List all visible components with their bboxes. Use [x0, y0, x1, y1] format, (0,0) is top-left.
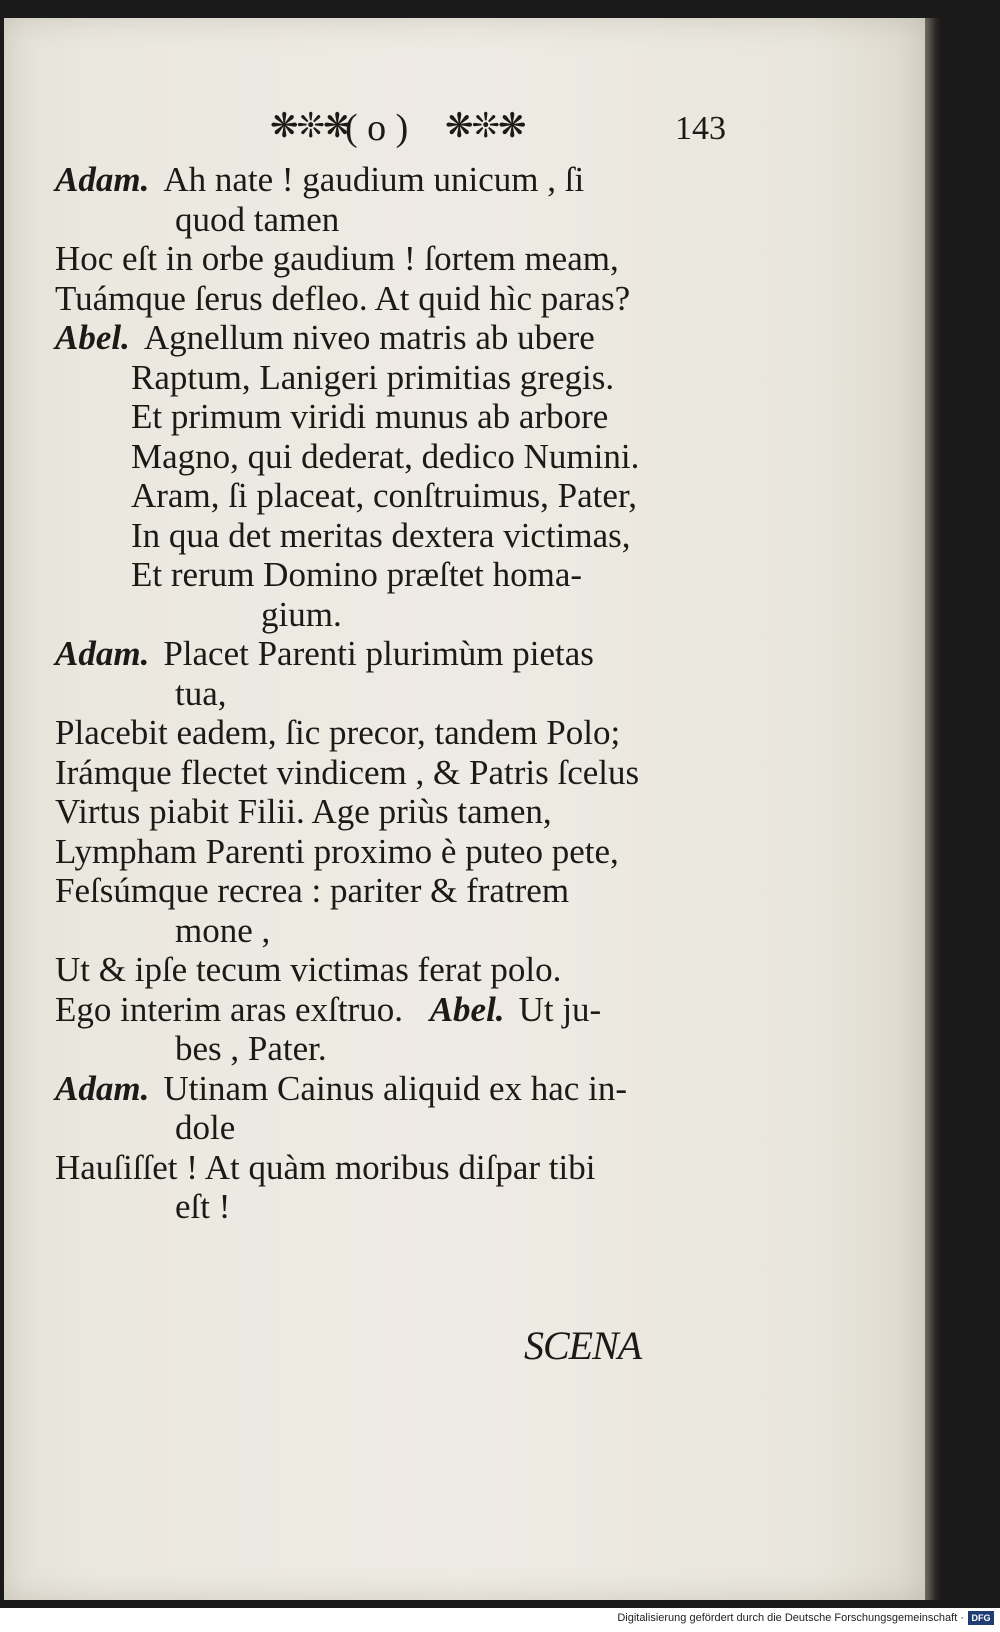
text-line-27: [55, 1187, 745, 1227]
text-line-18: [55, 832, 745, 872]
line-text: dole: [175, 1108, 236, 1147]
text-line-17: [55, 792, 745, 832]
line-text: Lympham Parenti proximo è puteo pete,: [55, 831, 619, 871]
line-text: bes , Pater.: [175, 1029, 327, 1068]
text-line-21: [55, 950, 745, 990]
text-line-15: [55, 713, 745, 753]
line-text: Magno, qui dederat, dedico Numini.: [131, 436, 640, 476]
line-text: Feſsúmque recrea : pariter & fratrem: [55, 871, 570, 910]
text-line-25: [55, 1108, 745, 1148]
text-line-16: [55, 753, 745, 793]
signature-mark: ( o ): [345, 107, 409, 149]
dfg-logo-icon: DFG: [968, 1611, 994, 1625]
line-text: eſt !: [175, 1187, 231, 1226]
line-text: tua,: [175, 673, 227, 713]
line-text: Ego interim aras exſtruo.: [55, 989, 403, 1029]
text-line-8: [55, 437, 745, 477]
text-line-13: [55, 634, 745, 674]
text-line-20: [55, 911, 745, 951]
text-line-2: [55, 200, 745, 240]
line-text: quod tamen: [175, 199, 340, 239]
line-text: Raptum, Lanigeri primitias gregis.: [131, 357, 615, 397]
text-line-7: [55, 397, 745, 437]
speaker-label: Adam.: [55, 1068, 150, 1108]
text-line-1: [55, 160, 745, 200]
digitization-credit: Digitalisierung gefördert durch die Deutsche Forschungsgemeinschaft ·: [617, 1612, 964, 1624]
line-text: Tuámque ſerus defleo. At quid hìc paras?: [55, 278, 631, 318]
line-text: Aram, ſi placeat, conſtruimus, Pater,: [131, 476, 637, 515]
text-line-10: [55, 516, 745, 556]
line-text: Et primum viridi munus ab arbore: [131, 397, 609, 436]
text-line-4: [55, 279, 745, 319]
line-text: Agnellum niveo matris ab ubere: [143, 318, 595, 357]
line-text: Et rerum Domino præſtet homa-: [131, 555, 583, 594]
speaker-label: Adam.: [55, 634, 150, 673]
text-line-24: [55, 1069, 745, 1109]
line-text: Virtus piabit Filii. Age priùs tamen,: [55, 792, 552, 831]
ornament-left-icon: ❋❊❋: [270, 108, 350, 145]
text-line-5: [55, 318, 745, 358]
dialogue-text: [55, 160, 745, 1227]
text-line-11: [55, 555, 745, 595]
line-text: Hauſiſſet ! At quàm moribus diſpar tibi: [55, 1147, 596, 1187]
ornament-right-icon: ❋❊❋: [445, 108, 525, 145]
text-line-26: [55, 1148, 745, 1188]
text-line-12: [55, 595, 745, 635]
line-text: In qua det meritas dextera victimas,: [131, 515, 631, 555]
line-text: Placet Parenti plurimùm pietas: [163, 634, 594, 673]
line-text: Hoc eſt in orbe gaudium ! ſortem meam,: [55, 239, 619, 278]
line-text: gium.: [261, 594, 342, 634]
line-text: Ah nate ! gaudium unicum , ſi: [163, 160, 585, 199]
page-edge-shadow: [925, 18, 943, 1600]
text-line-3: [55, 239, 745, 279]
catchword: SCENA: [524, 1323, 642, 1368]
speaker-label: Adam.: [55, 160, 150, 199]
speaker-label: Abel.: [429, 989, 505, 1029]
text-line-19: [55, 871, 745, 911]
line-text: Ut & ipſe tecum victimas ferat polo.: [55, 950, 562, 989]
text-line-14: [55, 674, 745, 714]
line-text: Ut ju-: [518, 989, 602, 1029]
page-number: 143: [675, 110, 726, 147]
line-text: Utinam Cainus aliquid ex hac in-: [163, 1068, 627, 1108]
line-text: mone ,: [175, 910, 271, 950]
text-line-6: [55, 358, 745, 398]
speaker-label: Abel.: [55, 318, 130, 357]
text-line-9: [55, 476, 745, 516]
text-line-22: [55, 990, 745, 1030]
running-header: [60, 106, 740, 156]
line-text: Placebit eadem, ſic precor, tandem Polo;: [55, 713, 621, 752]
line-text: Irámque flectet vindicem , & Patris ſcelus: [55, 752, 640, 792]
text-line-23: [55, 1029, 745, 1069]
